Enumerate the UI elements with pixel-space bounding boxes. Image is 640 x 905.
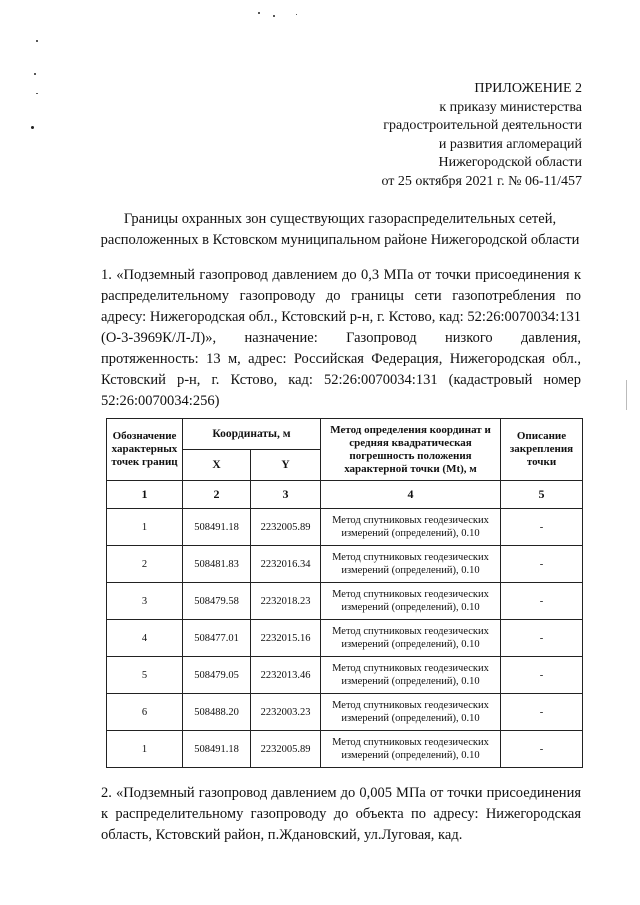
column-number: 5 bbox=[501, 481, 583, 509]
y-cell: 2232018.23 bbox=[251, 583, 321, 620]
point-cell: 3 bbox=[107, 583, 183, 620]
scan-speck bbox=[626, 380, 627, 410]
column-number: 4 bbox=[321, 481, 501, 509]
column-number: 1 bbox=[107, 481, 183, 509]
x-cell: 508479.05 bbox=[183, 657, 251, 694]
point-cell: 1 bbox=[107, 731, 183, 768]
x-cell: 508488.20 bbox=[183, 694, 251, 731]
point-cell: 6 bbox=[107, 694, 183, 731]
y-cell: 2232016.34 bbox=[251, 546, 321, 583]
col-header-designation: Обозначение характерных точек границ bbox=[107, 419, 183, 481]
appendix-line: к приказу министерства bbox=[439, 99, 582, 115]
method-cell: Метод спутниковых геодезических измерений (определений), 0.10 bbox=[321, 657, 501, 694]
table-row bbox=[107, 694, 583, 731]
point-cell: 4 bbox=[107, 620, 183, 657]
appendix-title: ПРИЛОЖЕНИЕ 2 bbox=[474, 81, 582, 96]
description-cell: - bbox=[501, 509, 583, 546]
scan-speck bbox=[36, 40, 38, 42]
point-cell: 1 bbox=[107, 509, 183, 546]
scan-speck bbox=[34, 73, 36, 75]
x-cell: 508491.18 bbox=[183, 509, 251, 546]
scan-speck bbox=[258, 12, 260, 14]
table-row bbox=[107, 509, 583, 546]
table-row bbox=[107, 620, 583, 657]
method-cell: Метод спутниковых геодезических измерений (определений), 0.10 bbox=[321, 620, 501, 657]
column-number: 2 bbox=[183, 481, 251, 509]
appendix-line: Нижегородской области bbox=[438, 155, 582, 171]
description-cell: - bbox=[501, 694, 583, 731]
x-cell: 508479.58 bbox=[183, 583, 251, 620]
heading-line: Границы охранных зон существующих газораспределительных сетей, bbox=[123, 211, 557, 227]
method-cell: Метод спутниковых геодезических измерений (определений), 0.10 bbox=[321, 546, 501, 583]
coordinates-table bbox=[106, 418, 583, 768]
table-row bbox=[107, 583, 583, 620]
col-header-x: X bbox=[183, 450, 251, 481]
section-1-text: 1. «Подземный газопровод давлением до 0,3 МПа от точки присоединения к распределительному газопроводу до границы сети газопотребления по адресу: Нижегородская обл., Кстовский р-н, г. Кстово, кад: 52:26:0070034:131 (О-3-3969К/Л-Л)», назначение: Газопровод низкого давления, протяженность: 13 м, адрес: Российская Федерация, Нижегородская обл., Кстовский р-н, г. Кстово, кад: 52:26:0070034:131 (кадастровый номер 52:26:0070034:256) bbox=[101, 267, 581, 409]
appendix-header bbox=[381, 80, 582, 192]
scan-speck bbox=[273, 15, 275, 17]
section-2-text: 2. «Подземный газопровод давлением до 0,005 МПа от точки присоединения к распределительному газопроводу до объекта по адресу: Нижегородская область, Кстовский район, п.Ждановский, ул.Луговая, кад. bbox=[101, 785, 581, 843]
scan-speck bbox=[36, 93, 38, 94]
method-cell: Метод спутниковых геодезических измерений (определений), 0.10 bbox=[321, 694, 501, 731]
point-cell: 5 bbox=[107, 657, 183, 694]
x-cell: 508491.18 bbox=[183, 731, 251, 768]
x-cell: 508481.83 bbox=[183, 546, 251, 583]
point-cell: 2 bbox=[107, 546, 183, 583]
description-cell: - bbox=[501, 731, 583, 768]
col-header-coordinates: Координаты, м bbox=[183, 419, 321, 450]
method-cell: Метод спутниковых геодезических измерений (определений), 0.10 bbox=[321, 583, 501, 620]
table-row bbox=[107, 657, 583, 694]
x-cell: 508477.01 bbox=[183, 620, 251, 657]
y-cell: 2232005.89 bbox=[251, 509, 321, 546]
column-number-row bbox=[107, 481, 583, 509]
y-cell: 2232015.16 bbox=[251, 620, 321, 657]
method-cell: Метод спутниковых геодезических измерений (определений), 0.10 bbox=[321, 509, 501, 546]
appendix-line: и развития агломераций bbox=[438, 136, 582, 152]
description-cell: - bbox=[501, 620, 583, 657]
appendix-line: градостроительной деятельности bbox=[383, 118, 582, 134]
table-row bbox=[107, 731, 583, 768]
document-heading bbox=[60, 209, 620, 251]
y-cell: 2232005.89 bbox=[251, 731, 321, 768]
column-number: 3 bbox=[251, 481, 321, 509]
method-cell: Метод спутниковых геодезических измерений (определений), 0.10 bbox=[321, 731, 501, 768]
table-row bbox=[107, 546, 583, 583]
scan-speck bbox=[296, 14, 297, 15]
description-cell: - bbox=[501, 657, 583, 694]
col-header-method: Метод определения координат и средняя квадратическая погрешность положения характерной точки (Mt), м bbox=[321, 419, 501, 481]
scan-speck bbox=[31, 126, 34, 129]
description-cell: - bbox=[501, 583, 583, 620]
description-cell: - bbox=[501, 546, 583, 583]
heading-line: расположенных в Кстовском муниципальном районе Нижегородской области bbox=[100, 232, 580, 248]
y-cell: 2232003.23 bbox=[251, 694, 321, 731]
appendix-order-date: от 25 октября 2021 г. № 06-11/457 bbox=[381, 173, 582, 189]
col-header-description: Описание закрепления точки bbox=[501, 419, 583, 481]
y-cell: 2232013.46 bbox=[251, 657, 321, 694]
col-header-y: Y bbox=[251, 450, 321, 481]
